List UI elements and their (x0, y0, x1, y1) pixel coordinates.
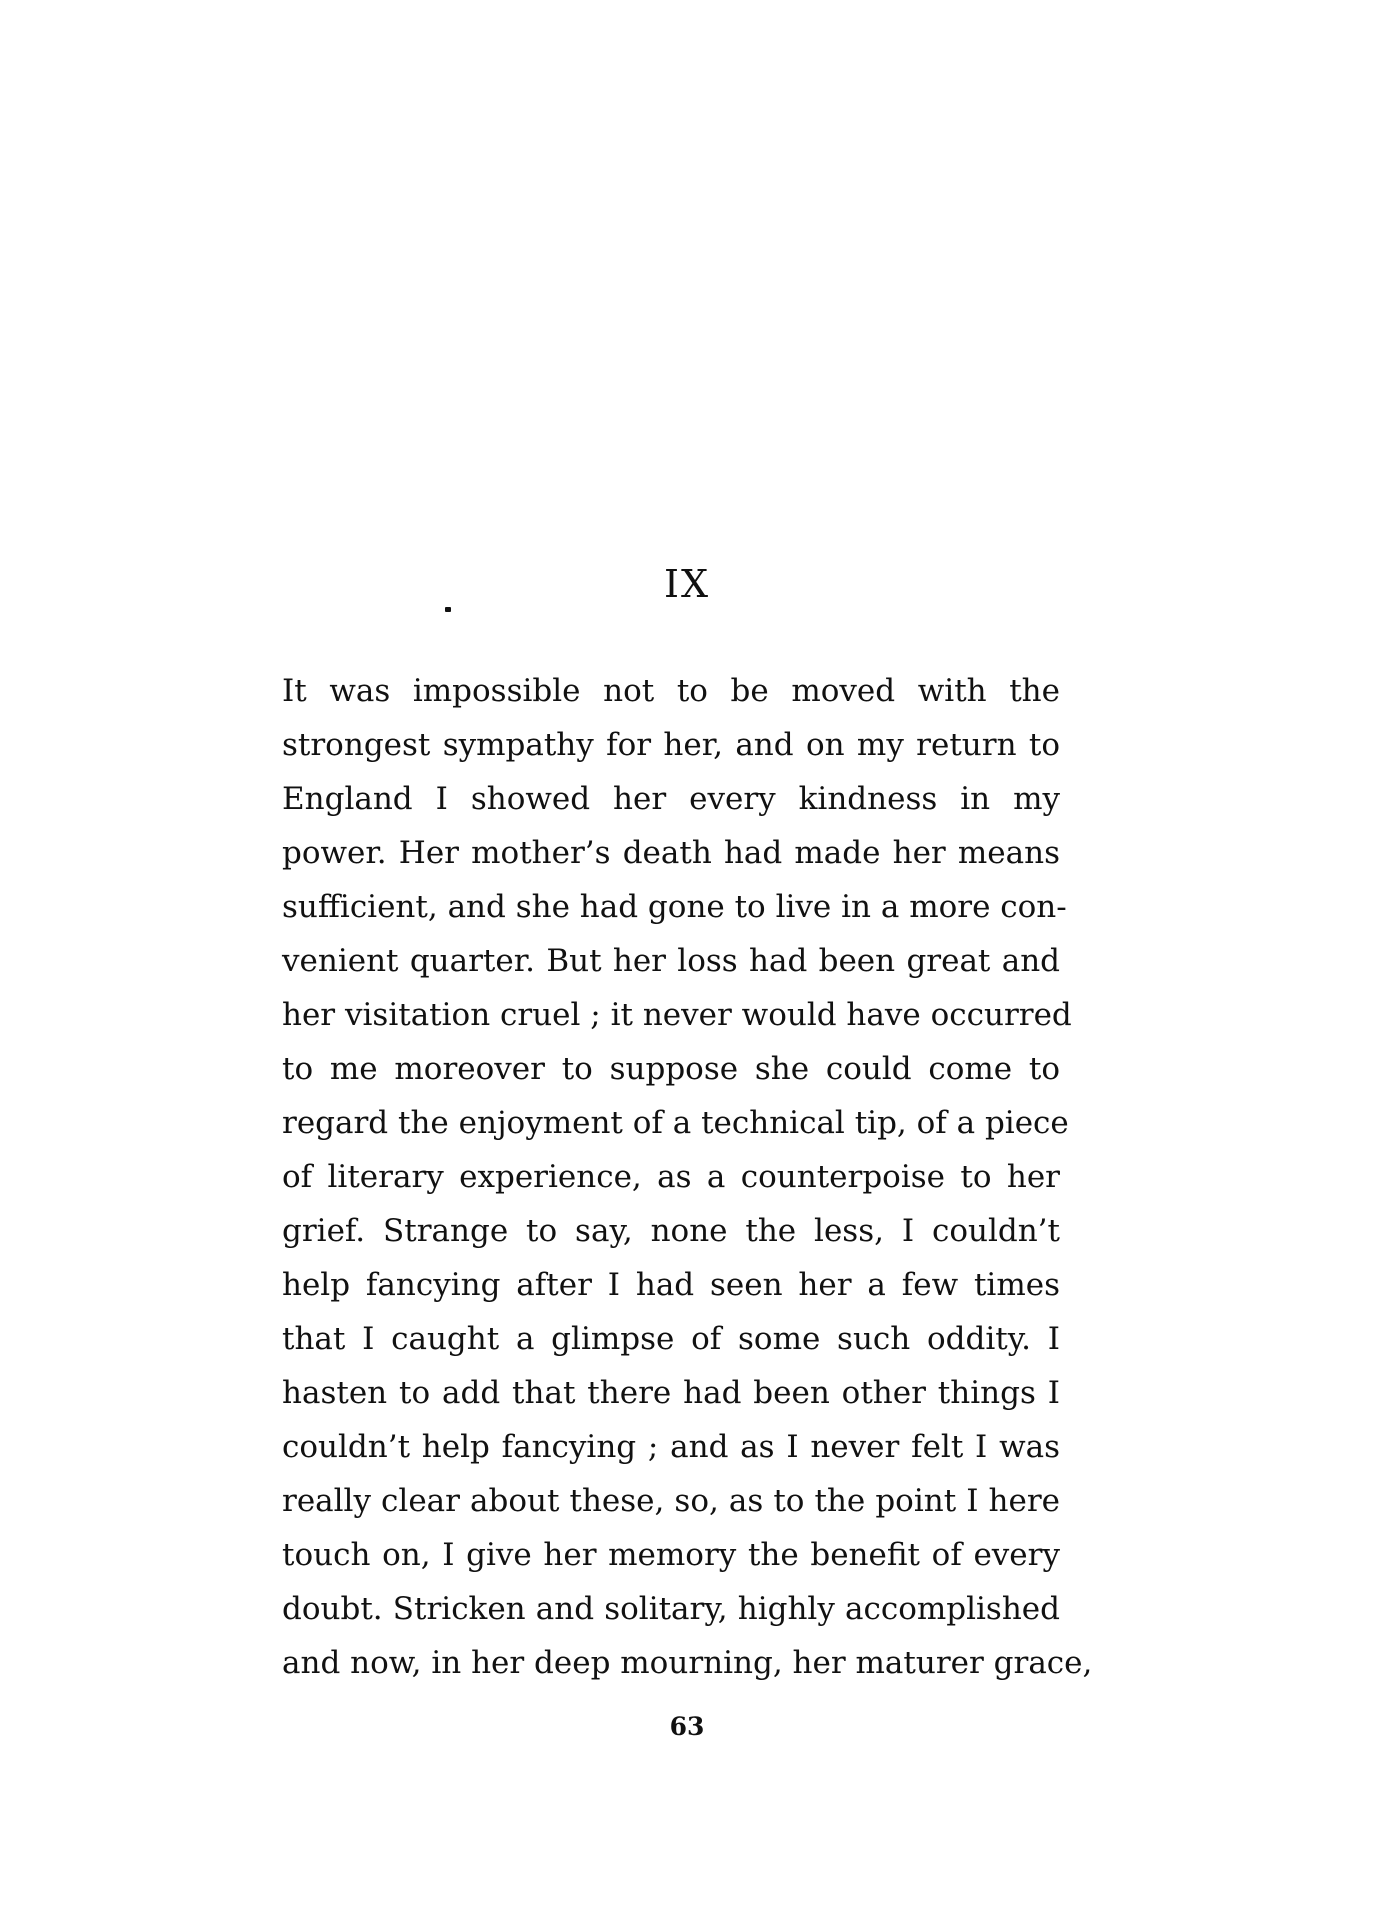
text-line: sufficient, and she had gone to live in a more con- (282, 889, 1067, 925)
text-line: to me moreover to suppose she could come to (282, 1051, 1060, 1087)
text-line: of literary experience, as a counterpoise to her (282, 1159, 1060, 1195)
text-line: grief. Strange to say, none the less, I couldn’t (282, 1213, 1060, 1249)
text-line: doubt. Stricken and solitary, highly accomplished (282, 1591, 1060, 1627)
stray-ink-mark (445, 607, 451, 612)
text-line: help fancying after I had seen her a few times (282, 1267, 1060, 1303)
text-line: that I caught a glimpse of some such oddity. I (282, 1321, 1060, 1357)
text-line: venient quarter. But her loss had been great and (282, 943, 1060, 979)
text-line: regard the enjoyment of a technical tip, of a piece (282, 1105, 1069, 1141)
text-line: power. Her mother’s death had made her means (282, 835, 1060, 871)
body-text (282, 664, 1093, 1690)
text-line: couldn’t help fancying ; and as I never felt I was (282, 1429, 1060, 1465)
chapter-heading: IX (663, 562, 711, 606)
page-number: 63 (669, 1712, 705, 1741)
text-line: It was impossible not to be moved with the (282, 673, 1060, 709)
text-line: hasten to add that there had been other things I (282, 1375, 1060, 1411)
text-line: really clear about these, so, as to the point I here (282, 1483, 1060, 1519)
text-line: her visitation cruel ; it never would have occurred (282, 997, 1072, 1033)
text-line: touch on, I give her memory the benefit of every (282, 1537, 1060, 1573)
text-line: strongest sympathy for her, and on my return to (282, 727, 1060, 763)
text-line: and now, in her deep mourning, her maturer grace, (282, 1645, 1093, 1681)
text-line: England I showed her every kindness in my (282, 781, 1060, 817)
